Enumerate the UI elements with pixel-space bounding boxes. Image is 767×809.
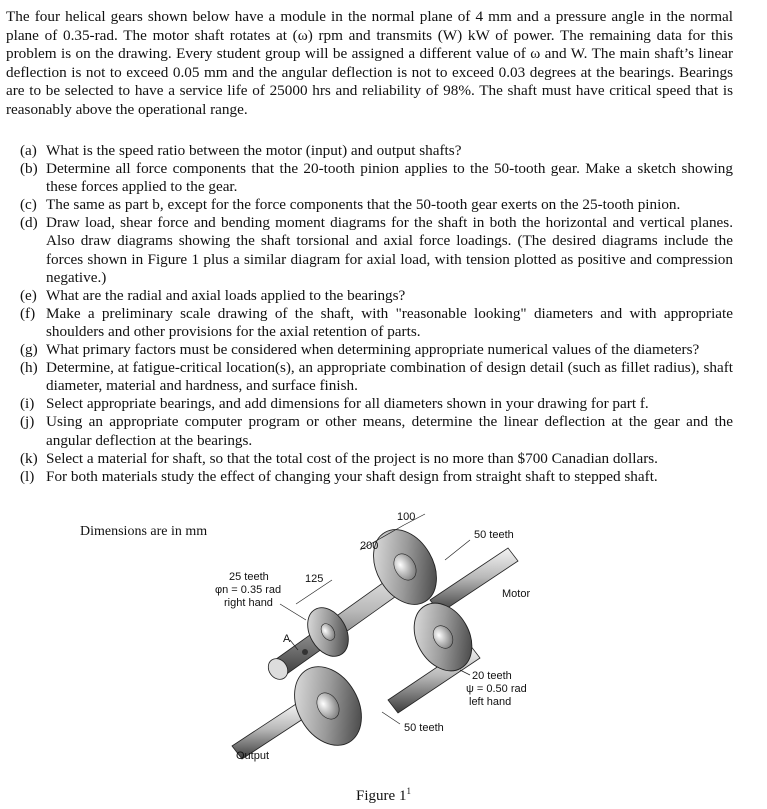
point-a-label: A <box>283 633 291 645</box>
question-text: Using an appropriate computer program or other means, determine the linear deflection at the gear and the angular deflection at the bearings. <box>46 413 733 449</box>
problem-statement: The four helical gears shown below have a module in the normal plane of 4 mm and a pressure angle in the normal plane of 0.35-rad. The motor shaft rotates at (ω) rpm and transmits (W) kW of power. The remaining data for this problem is on the drawing. Every student group will be assigned a different value of ω and W. The main shaft’s linear deflection is not to exceed 0.05 mm and the angular deflection is not to exceed 0.03 degrees at the bearings. Bearings are to be selected to have a service life of 25000 hrs and reliability of 98%. The shaft must have critical speed that is reasonably above the operational range. <box>6 8 733 118</box>
question-label: (c) <box>20 196 37 214</box>
question-text: Select appropriate bearings, and add dimensions for all diameters shown in your drawing for part f. <box>46 395 649 413</box>
gear-top-teeth-label: 50 teeth <box>474 529 514 541</box>
motor-label: Motor <box>502 588 531 600</box>
question-text: For both materials study the effect of changing your shaft design from straight shaft to stepped shaft. <box>46 467 658 485</box>
question-a <box>20 142 733 160</box>
question-k <box>20 450 733 468</box>
question-label: (l) <box>20 467 35 485</box>
question-d <box>20 214 733 286</box>
question-text: Determine all force components that the 20-tooth pinion applies to the 50-tooth gear. Make a sketch showing these forces applied to the gear. <box>46 160 733 196</box>
hand-left-label: left hand <box>469 696 512 708</box>
hand-right-label: right hand <box>224 597 273 609</box>
question-text: The same as part b, except for the force components that the 50-tooth gear exerts on the 25-tooth pinion. <box>46 196 681 214</box>
gear-bottom-teeth-label: 50 teeth <box>404 722 444 734</box>
dim-100-label: 100 <box>397 511 416 523</box>
question-text: Draw load, shear force and bending moment diagrams for the shaft in both the horizontal and vertical planes. Also draw diagrams showing the shaft torsional and axial force loadings. (The desired diagrams include the forces shown in Figure 1 plus a similar diagram for axial load, with tension plotted as positive and compression negative.) <box>46 214 733 286</box>
question-i <box>20 395 733 413</box>
question-label: (f) <box>20 304 36 322</box>
question-text: What are the radial and axial loads applied to the bearings? <box>46 286 406 304</box>
question-label: (b) <box>20 160 38 178</box>
question-text: What primary factors must be considered when determining appropriate numerical values of the diameters? <box>46 341 700 359</box>
question-e <box>20 287 733 305</box>
question-c <box>20 196 733 214</box>
pinion-20-teeth-label: 20 teeth <box>472 670 512 682</box>
figure-caption-text: Figure 1 <box>356 788 407 804</box>
pinion-20-teeth <box>402 593 483 681</box>
question-f <box>20 305 733 341</box>
question-text: Make a preliminary scale drawing of the shaft, with "reasonable looking" diameters and with appropriate shoulders and other provisions for the axial retention of parts. <box>46 304 733 340</box>
figure-caption <box>0 786 767 805</box>
question-l <box>20 468 733 486</box>
pinion-teeth-label: 25 teeth <box>229 571 269 583</box>
question-text: Determine, at fatigue-critical location(s), an appropriate combination of design detail (such as fillet radius), shaft diameter, material and hardness, and surface finish. <box>46 359 733 395</box>
question-label: (j) <box>20 413 35 431</box>
question-label: (e) <box>20 286 37 304</box>
question-text: Select a material for shaft, so that the total cost of the project is no more than $700 Canadian dollars. <box>46 449 658 467</box>
dimensions-note: Dimensions are in mm <box>80 524 208 539</box>
question-label: (i) <box>20 395 35 413</box>
question-label: (h) <box>20 359 38 377</box>
question-label: (a) <box>20 142 37 159</box>
question-list <box>20 142 733 486</box>
question-b <box>20 160 733 196</box>
bearing-a-mark <box>302 649 308 655</box>
question-j <box>20 413 733 449</box>
output-label: Output <box>236 750 270 762</box>
question-label: (k) <box>20 449 38 467</box>
gear-shaft-figure <box>0 500 767 809</box>
figure-caption-superscript: 1 <box>406 786 411 796</box>
question-label: (g) <box>20 341 38 359</box>
dim-200-label: 200 <box>360 540 379 552</box>
question-h <box>20 359 733 395</box>
helix-angle-label: ψ = 0.50 rad <box>466 683 527 695</box>
motor-shaft <box>430 548 518 613</box>
question-g <box>20 341 733 359</box>
pressure-angle-label: φn = 0.35 rad <box>215 584 282 596</box>
question-text: What is the speed ratio between the motor (input) and output shafts? <box>46 142 462 159</box>
question-label: (d) <box>20 214 38 232</box>
dim-125-label: 125 <box>305 573 324 585</box>
